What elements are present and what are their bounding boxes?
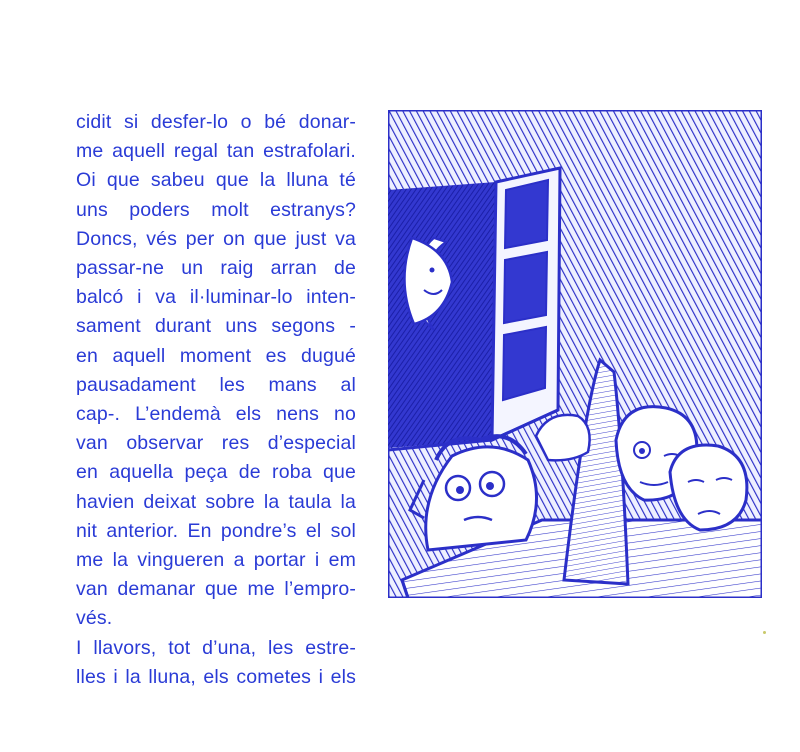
- text-line: en aquell moment es dugué: [76, 344, 356, 367]
- illustration-drawing: [388, 110, 762, 598]
- text-line: havien deixat sobre la taula la: [76, 490, 356, 513]
- text-line: uns poders molt estranys?: [76, 198, 356, 221]
- paper-speck: [763, 631, 766, 634]
- text-line: Doncs, vés per on que just va: [76, 227, 356, 250]
- text-line: cidit si desfer-lo o bé donar-: [76, 111, 356, 133]
- text-line: me aquell regal tan estrafolari.: [76, 140, 356, 163]
- night-window: [388, 182, 496, 448]
- story-text: [76, 108, 356, 692]
- text-line: me la vingueren a portar i em: [76, 549, 356, 572]
- text-line: vés.: [76, 607, 113, 630]
- text-line: van demanar que me l’empro-: [76, 578, 356, 601]
- text-line: Oi que sabeu que la lluna té: [76, 169, 356, 192]
- text-line: balcó i va il·luminar-lo inten-: [76, 286, 356, 309]
- text-line: van observar res d’especial: [76, 432, 356, 455]
- text-line: en aquella peça de roba que: [76, 461, 356, 484]
- text-line: passar-ne un raig arran de: [76, 257, 356, 280]
- text-line: lles i la lluna, els cometes i els: [76, 665, 356, 688]
- text-line: nit anterior. En pondre’s el sol: [76, 519, 356, 542]
- text-line: sament durant uns segons -: [76, 315, 356, 338]
- text-line: cap-. L’endemà els nens no: [76, 403, 356, 426]
- story-illustration: [388, 110, 762, 598]
- window-panes: [503, 180, 548, 400]
- text-line: I llavors, tot d’una, les estre-: [76, 636, 356, 659]
- text-line: pausadament les mans al: [76, 373, 356, 396]
